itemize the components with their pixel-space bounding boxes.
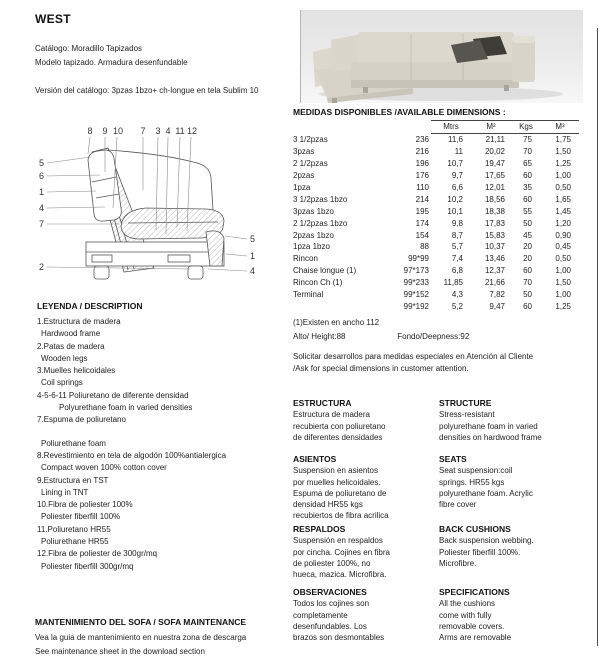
model-line: Modelo tapizado. Armadura desenfundable bbox=[35, 58, 188, 67]
cell-mtrs: 10,2 bbox=[447, 194, 463, 204]
spec-block-line: de poliester 100%, no bbox=[293, 558, 371, 568]
cell-m3: 1,50 bbox=[555, 278, 571, 288]
row-label: 1pza 1bzo bbox=[293, 242, 330, 252]
cell-m2: 15,83 bbox=[484, 230, 505, 240]
seat-cushions bbox=[351, 62, 519, 82]
sofa-leg bbox=[504, 85, 509, 91]
spec-block-line: Seat suspension:coil bbox=[439, 466, 513, 476]
row-label: 1pza bbox=[293, 183, 311, 192]
callout-number: 4 bbox=[250, 266, 256, 276]
cell-size: 176 bbox=[415, 171, 429, 181]
spec-block-line: Espuma de poliuretano de bbox=[293, 488, 387, 498]
cell-size: 88 bbox=[420, 242, 429, 252]
cell-mtrs: 8,7 bbox=[451, 230, 463, 240]
maintenance-section bbox=[35, 617, 335, 659]
spec-block-es bbox=[293, 454, 439, 524]
row-label: 2 1/2pzas 1bzo bbox=[293, 218, 348, 228]
cell-kgs: 70 bbox=[523, 278, 532, 288]
cell-m3: 1,25 bbox=[555, 301, 571, 311]
table-row bbox=[293, 134, 579, 146]
specifications-section bbox=[293, 398, 598, 643]
cell-m3: 1,00 bbox=[555, 171, 571, 181]
cell-mtrs: 5,7 bbox=[451, 242, 463, 252]
cell-mtrs: 9,8 bbox=[451, 218, 463, 228]
cell-mtrs: 10,1 bbox=[447, 206, 463, 216]
cell-size: 99*192 bbox=[403, 301, 429, 311]
sofa-base bbox=[351, 80, 519, 88]
cell-kgs: 75 bbox=[523, 135, 532, 145]
spec-block-line: Microfibre. bbox=[439, 558, 477, 568]
spec-row bbox=[293, 524, 598, 587]
legend-item bbox=[37, 390, 292, 415]
legend-section bbox=[37, 301, 292, 573]
table-row bbox=[293, 229, 579, 241]
legend-item-es: 1.Estructura de madera bbox=[37, 317, 121, 326]
cell-m3: 1,45 bbox=[555, 206, 571, 216]
legend-item-en: Compact woven 100% cotton cover bbox=[41, 463, 167, 473]
cell-m3: 1,00 bbox=[555, 290, 571, 300]
cell-m2: 17,83 bbox=[484, 218, 505, 228]
cell-size: 97*173 bbox=[403, 266, 429, 276]
callout-number: 4 bbox=[165, 126, 171, 136]
cell-mtrs: 6,6 bbox=[451, 183, 463, 192]
table-row bbox=[293, 217, 579, 229]
table-row bbox=[293, 300, 579, 312]
dimensions-section bbox=[293, 107, 595, 374]
spec-block-line: recubierta con poliuretano bbox=[293, 421, 386, 431]
cell-mtrs: 7,4 bbox=[451, 254, 463, 264]
cell-m3: 1,25 bbox=[555, 159, 571, 169]
spec-block-title: OBSERVACIONES bbox=[293, 587, 367, 597]
cell-m3: 1,00 bbox=[555, 266, 571, 276]
spec-row bbox=[293, 398, 598, 454]
wooden-leg bbox=[188, 266, 203, 279]
legend-item bbox=[37, 524, 292, 549]
legend-item bbox=[37, 450, 292, 475]
row-label bbox=[293, 300, 395, 312]
header bbox=[35, 12, 295, 98]
table-row bbox=[293, 265, 579, 277]
column-header: Kgs bbox=[511, 121, 541, 134]
table-row bbox=[293, 253, 579, 265]
callout-leader-line bbox=[226, 254, 247, 256]
legend-item-es: 3.Muelles helicoidales bbox=[37, 366, 116, 376]
row-label: 3 1/2pzas bbox=[293, 135, 328, 145]
cell-size: 196 bbox=[415, 159, 429, 169]
header-spacer bbox=[395, 121, 431, 134]
spec-block-line: hueca, mazica. Microfibra. bbox=[293, 570, 387, 580]
spec-block-line: por muelles helicoidales. bbox=[293, 477, 381, 487]
sofa-photo bbox=[300, 10, 583, 103]
spec-block-en bbox=[439, 454, 598, 524]
table-header-row bbox=[293, 121, 579, 134]
spec-block-es bbox=[293, 524, 439, 587]
legend-list bbox=[37, 316, 292, 573]
legend-item bbox=[37, 341, 292, 366]
legend-item-es: 2.Patas de madera bbox=[37, 341, 105, 351]
spec-block-line: Back suspension webbing. bbox=[439, 536, 534, 546]
cell-m2: 21,66 bbox=[484, 278, 505, 288]
spec-block-en bbox=[439, 524, 598, 587]
legend-item bbox=[37, 414, 292, 450]
cell-size: 174 bbox=[415, 218, 429, 228]
callout-number: 5 bbox=[250, 234, 256, 244]
cell-size: 110 bbox=[416, 183, 429, 192]
spec-block-en bbox=[439, 398, 598, 454]
special-dimensions-note-en: /Ask for special dimensions in customer attention. bbox=[293, 363, 469, 373]
legend-item bbox=[37, 316, 292, 341]
dimensions-title: MEDIDAS DISPONIBLES /AVAILABLE DIMENSIONS : bbox=[293, 107, 506, 117]
legend-item-es: 10.Fibra de poliester 100% bbox=[37, 500, 133, 510]
legend-item bbox=[37, 365, 292, 390]
cell-mtrs: 5,2 bbox=[451, 301, 463, 311]
sofa-leg bbox=[332, 98, 337, 103]
spec-block-title: RESPALDOS bbox=[293, 524, 346, 534]
cell-mtrs: 9,7 bbox=[451, 171, 463, 181]
spec-block-line: come with fully bbox=[439, 610, 492, 620]
maintenance-line-es: Vea la guia de mantenimiento en nuestra zona de descarga bbox=[35, 633, 247, 642]
spec-row bbox=[293, 454, 598, 524]
spec-block-line: completamente bbox=[293, 610, 348, 620]
special-dimensions-note-es: Solicitar desarrollos para medidas especiales en Atención al Cliente bbox=[293, 352, 534, 362]
cell-mtrs: 6,8 bbox=[451, 266, 463, 276]
cell-m3: 0,45 bbox=[555, 242, 571, 252]
row-label: 3pzas 1bzo bbox=[293, 206, 334, 216]
callout-number: 2 bbox=[38, 262, 44, 272]
cell-size: 195 bbox=[415, 206, 429, 216]
cell-kgs: 60 bbox=[523, 194, 532, 204]
cell-m3: 1,65 bbox=[555, 194, 571, 204]
cell-kgs: 20 bbox=[523, 254, 532, 264]
spec-block-line: Estructura de madera bbox=[293, 410, 370, 420]
cell-kgs: 50 bbox=[523, 290, 532, 300]
cell-m2: 10,37 bbox=[484, 242, 505, 252]
callout-number: 1 bbox=[250, 251, 256, 261]
spec-block-title: SPECIFICATIONS bbox=[439, 587, 510, 597]
catalog-line: Catálogo: Moradillo Tapizados bbox=[35, 44, 143, 53]
sofa-leg bbox=[363, 87, 368, 93]
cell-m2: 12,01 bbox=[484, 183, 505, 192]
maintenance-line-en: See maintenance sheet in the download section bbox=[35, 647, 205, 656]
callout-number: 6 bbox=[38, 171, 44, 181]
cell-kgs: 65 bbox=[523, 159, 532, 169]
callout-leader-line bbox=[88, 137, 90, 154]
spec-block-line: removable covers. bbox=[439, 621, 505, 631]
row-label: 2pzas 1bzo bbox=[293, 230, 334, 240]
row-label: Terminal bbox=[293, 290, 324, 300]
cell-m2: 17,65 bbox=[484, 171, 505, 181]
spec-block-line: desenfundables. Los bbox=[293, 621, 367, 631]
legend-item-es: 7.Espuma de poliuretano bbox=[37, 415, 126, 425]
callout-number: 11 bbox=[175, 126, 185, 136]
cell-size: 154 bbox=[415, 230, 429, 240]
callout-leader-line bbox=[47, 191, 96, 192]
cross-section-drawing bbox=[28, 120, 268, 295]
sofa-photo-image bbox=[301, 10, 583, 103]
row-label: 3pzas bbox=[293, 147, 315, 157]
cell-kgs: 35 bbox=[523, 183, 532, 192]
table-row bbox=[293, 182, 579, 194]
callout-number: 5 bbox=[38, 158, 44, 168]
cell-m3: 1,20 bbox=[555, 218, 571, 228]
spec-block-line: All the cushions bbox=[439, 599, 496, 609]
cell-size: 99*152 bbox=[403, 290, 429, 300]
height-depth-line bbox=[293, 329, 595, 344]
header-spacer bbox=[293, 121, 395, 134]
cell-kgs: 50 bbox=[523, 218, 532, 228]
cell-kgs: 60 bbox=[523, 266, 532, 276]
cell-kgs: 60 bbox=[523, 171, 532, 181]
table-row bbox=[293, 289, 579, 301]
spec-block-es bbox=[293, 398, 439, 454]
height-value: Alto/ Height:88 bbox=[293, 332, 346, 342]
sofa-diagram bbox=[28, 120, 268, 295]
row-label: 3 1/2pzas 1bzo bbox=[293, 194, 348, 204]
spec-block-line: brazos son desmontables bbox=[293, 633, 385, 643]
spec-block-title: ASIENTOS bbox=[293, 454, 337, 464]
cell-m3: 0,90 bbox=[555, 230, 571, 240]
legend-item-es: 12.Fibra de poliester de 300gr/mq bbox=[37, 549, 158, 559]
cell-size: 214 bbox=[415, 194, 429, 204]
legend-item-en: Poliurethane HR55 bbox=[41, 537, 109, 547]
legend-item-en: Lining in TNT bbox=[41, 487, 89, 497]
cell-kgs: 45 bbox=[523, 230, 532, 240]
cell-size: 99*99 bbox=[408, 254, 429, 264]
spec-block-line: Stress-resistant bbox=[439, 410, 495, 420]
cell-mtrs: 4,3 bbox=[451, 290, 463, 300]
spec-block-line: de diferentes densidades bbox=[293, 432, 383, 442]
legend-item-es: 11.Poliuretano HR55 bbox=[37, 524, 111, 534]
table-row bbox=[293, 146, 579, 158]
callout-leader-line bbox=[47, 157, 91, 163]
row-label: Chaise longue (1) bbox=[293, 266, 357, 276]
callout-number: 4 bbox=[38, 203, 44, 213]
cell-m2: 18,38 bbox=[484, 206, 505, 216]
callout-number: 7 bbox=[38, 219, 44, 229]
legend-item-es: 4-5-6-11 Poliuretano de diferente densidad bbox=[37, 390, 189, 400]
callout-number: 12 bbox=[186, 126, 198, 136]
spec-block-title: SEATS bbox=[439, 454, 467, 464]
callout-leader-line bbox=[208, 269, 247, 271]
spec-block-line: springs. HR55 kgs bbox=[439, 477, 505, 487]
spec-block-line: por cincha. Cojines en fibra bbox=[293, 547, 390, 557]
cell-m3: 1,50 bbox=[555, 147, 571, 157]
column-header: M² bbox=[471, 121, 511, 134]
spec-block-line: densities on hardwood frame bbox=[439, 432, 542, 442]
legend-item bbox=[37, 548, 292, 573]
spec-block-title: ESTRUCTURA bbox=[293, 398, 352, 408]
spec-block-title: BACK CUSHIONS bbox=[439, 524, 511, 534]
cell-mtrs: 11,6 bbox=[448, 135, 463, 145]
cell-kgs: 55 bbox=[523, 206, 532, 216]
spec-block-line: Poliester fiberfill 100%. bbox=[439, 547, 521, 557]
spec-block-line: polyurethane foam. Acrylic bbox=[439, 488, 533, 498]
callout-number: 7 bbox=[140, 126, 146, 136]
legend-item-en: Coil springs bbox=[41, 378, 83, 388]
legend-item-en: Poliester fiberfill 300gr/mq bbox=[41, 561, 134, 571]
cell-m2: 9,47 bbox=[489, 301, 505, 311]
cell-size: 236 bbox=[415, 135, 429, 145]
legend-item-en: Poliester fiberfill 100% bbox=[41, 512, 121, 522]
cell-kgs: 70 bbox=[523, 147, 532, 157]
spec-block-en bbox=[439, 587, 598, 643]
cell-m2: 21,11 bbox=[485, 135, 505, 145]
table-row bbox=[293, 277, 579, 289]
headrest-cushion bbox=[88, 150, 121, 221]
spec-block-line: Suspensión en respaldos bbox=[293, 536, 383, 546]
callout-number: 8 bbox=[87, 126, 93, 136]
table-footnote: (1)Existen en ancho 112 bbox=[293, 318, 380, 328]
row-label: Rincon bbox=[293, 254, 318, 264]
legend-item bbox=[37, 499, 292, 524]
right-armrest-top bbox=[512, 36, 535, 43]
column-header: M³ bbox=[541, 121, 579, 134]
callout-number: 3 bbox=[155, 126, 161, 136]
version-line: Versión del catálogo: 3pzas 1bzo+ ch-longue en tela Sublim 10 bbox=[35, 86, 259, 95]
cell-m2: 13,46 bbox=[484, 254, 505, 264]
legend-item-en: Wooden legs bbox=[41, 353, 88, 363]
legend-item-en: Hardwood frame bbox=[41, 329, 101, 339]
callout-leader-line bbox=[225, 236, 247, 239]
cell-m2: 7,82 bbox=[489, 290, 505, 300]
table-row bbox=[293, 158, 579, 170]
legend-item-es: 8.Revestimiento en tela de algodón 100%antialergica bbox=[37, 450, 227, 460]
spec-block-line: Suspension en asientos bbox=[293, 466, 378, 476]
row-label: Rincon Ch (1) bbox=[293, 278, 343, 288]
cell-mtrs: 11 bbox=[454, 147, 463, 157]
legend-item bbox=[37, 475, 292, 500]
table-row bbox=[293, 170, 579, 182]
maintenance-title: MANTENIMIENTO DEL SOFA / SOFA MAINTENANCE bbox=[35, 617, 247, 627]
table-row bbox=[293, 241, 579, 253]
spec-block-line: fibre cover bbox=[439, 500, 477, 510]
row-label: 2pzas bbox=[293, 171, 315, 181]
cell-kgs: 60 bbox=[523, 301, 532, 311]
legend-title: LEYENDA / DESCRIPTION bbox=[37, 301, 143, 311]
cell-m3: 1,75 bbox=[555, 135, 571, 145]
legend-item-es: 9.Estructura en TST bbox=[37, 475, 109, 485]
cell-mtrs: 11,85 bbox=[443, 278, 463, 288]
dimensions-table bbox=[293, 120, 579, 312]
cell-size: 216 bbox=[415, 147, 429, 157]
callout-number: 9 bbox=[102, 126, 108, 136]
spec-block-line: recubiertos de fibra acrilica bbox=[293, 511, 389, 521]
spec-block-line: densidad HR55 kgs bbox=[293, 500, 363, 510]
depth-value: Fondo/Deepness:92 bbox=[397, 332, 470, 342]
spec-row bbox=[293, 587, 598, 643]
spec-block-title: STRUCTURE bbox=[439, 398, 492, 408]
spec-block-line: polyurethane foam in varied bbox=[439, 421, 538, 431]
cell-m2: 12,37 bbox=[484, 266, 505, 276]
cell-m2: 20,02 bbox=[484, 147, 505, 157]
legend-item-en: Polyurethane foam in varied densities bbox=[59, 403, 193, 413]
spec-block-line: Todos los cojines son bbox=[293, 599, 370, 609]
cell-mtrs: 10,7 bbox=[447, 159, 463, 169]
callout-number: 10 bbox=[112, 126, 124, 136]
cell-m3: 0,50 bbox=[555, 183, 571, 192]
table-row bbox=[293, 193, 579, 205]
callout-leader-line bbox=[47, 267, 190, 269]
callout-number: 1 bbox=[38, 187, 44, 197]
page-title: WEST bbox=[35, 12, 71, 26]
table-row bbox=[293, 205, 579, 217]
column-header: Mtrs bbox=[431, 121, 471, 134]
cell-m2: 18,56 bbox=[484, 194, 505, 204]
spec-block-line: Arms are removable bbox=[439, 633, 512, 643]
cell-size: 99*233 bbox=[403, 278, 429, 288]
cell-kgs: 20 bbox=[523, 242, 532, 252]
legend-item-en: Poliurethane foam bbox=[41, 438, 106, 448]
cell-m3: 0,50 bbox=[555, 254, 571, 264]
cell-m2: 19,47 bbox=[484, 159, 505, 169]
row-label: 2 1/2pzas bbox=[293, 159, 328, 169]
